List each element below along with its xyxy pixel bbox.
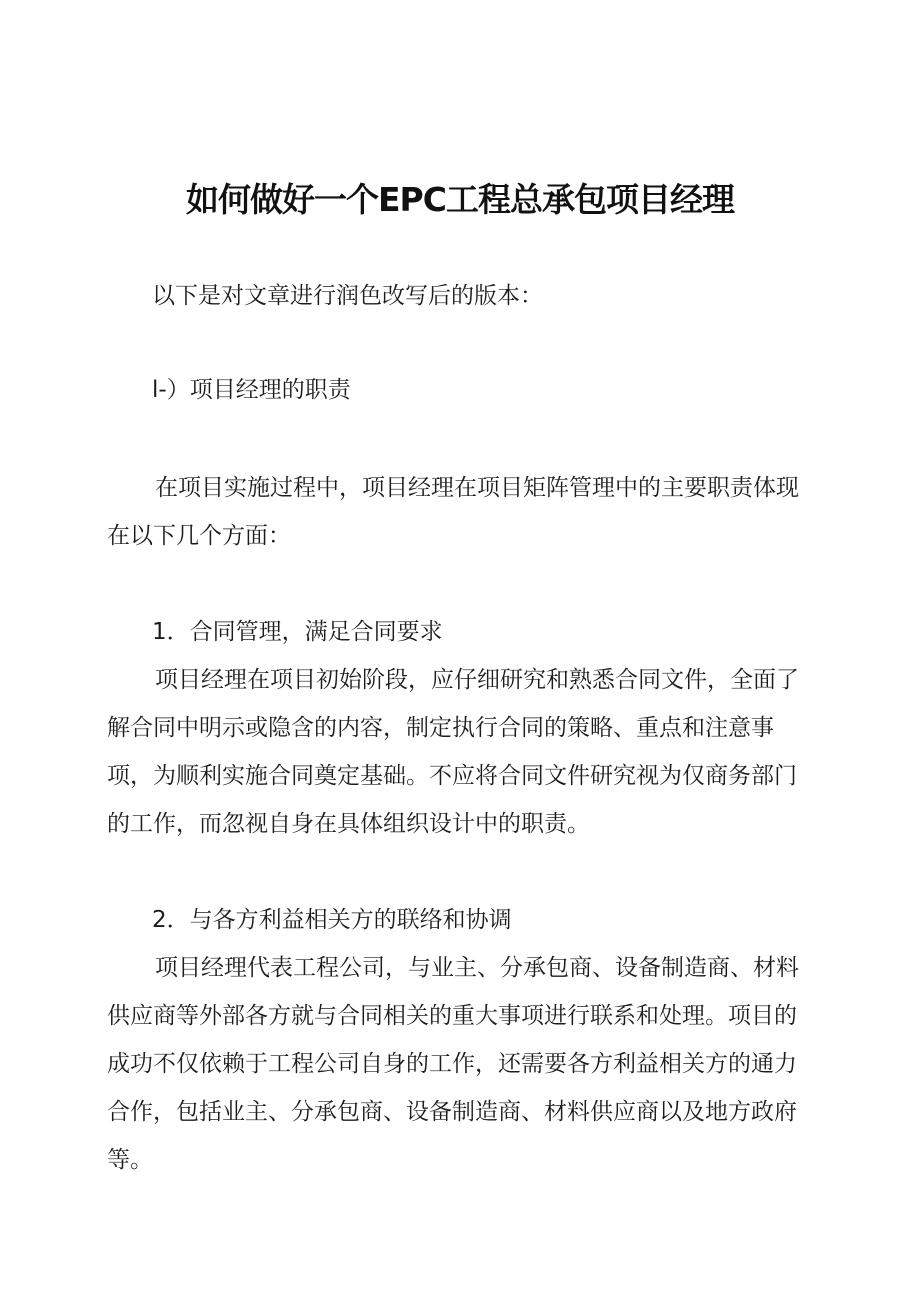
section-body-responsibilities: 在项目实施过程中，项目经理在项目矩阵管理中的主要职责体现在以下几个方面：	[107, 475, 799, 549]
section-heading-responsibilities: l-）项目经理的职责	[152, 377, 351, 403]
item-body-stakeholder-coordination: 项目经理代表工程公司，与业主、分承包商、设备制造商、材料供应商等外部各方就与合同相关的重大事项进行联系和处理。项目的成功不仅依赖于工程公司自身的工作，还需要各方利益相关方的通力合作，包括业主、分承包商、设备制造商、材料供应商以及地方政府等。	[107, 955, 799, 1173]
document-title: 如何做好一个EPC工程总承包项目经理	[186, 180, 734, 219]
intro-text: 以下是对文章进行润色改写后的版本：	[152, 283, 543, 309]
item-body-contract-management: 项目经理在项目初始阶段，应仔细研究和熟悉合同文件，全面了解合同中明示或隐含的内容，制定执行合同的策略、重点和注意事项，为顺利实施合同奠定基础。不应将合同文件研究视为仅商务部门的工作，而忽视自身在具体组织设计中的职责。	[107, 667, 799, 837]
item-heading-stakeholder-coordination: 2．与各方利益相关方的联络和协调	[152, 907, 512, 933]
item-heading-contract-management: 1．合同管理，满足合同要求	[152, 619, 443, 645]
